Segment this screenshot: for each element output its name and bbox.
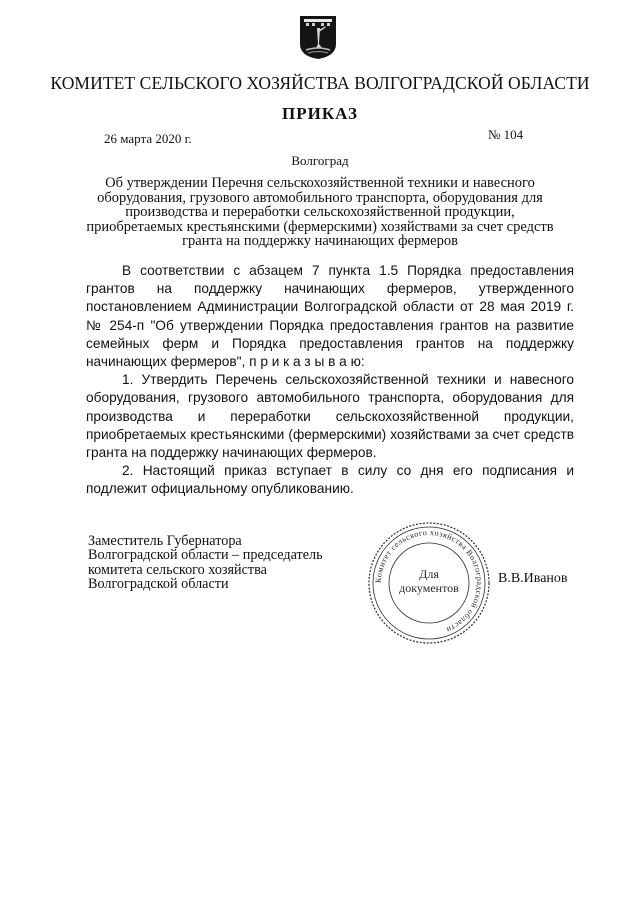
title-line: оборудования, грузового автомобильного транспорта, оборудования для [97, 189, 543, 206]
coat-of-arms-icon [298, 14, 338, 60]
stamp-seal [366, 520, 492, 646]
body-line: 2. Настоящий приказ вступает в силу со дня его подписания и [122, 463, 574, 479]
body-line: подлежит официальному опубликованию. [86, 481, 354, 497]
body-line: № 254-п "Об утверждении Порядка предоставления грантов на развитие [86, 317, 574, 333]
body-line: 1. Утвердить Перечень сельскохозяйственной техники и навесного [122, 372, 574, 388]
title-line: гранта на поддержку начинающих фермеров [182, 233, 458, 250]
title-line: приобретаемых крестьянскими (фермерскими) хозяйствами за счет средств [86, 218, 554, 235]
committee-name: КОМИТЕТ СЕЛЬСКОГО ХОЗЯЙСТВА ВОЛГОГРАДСКОЙ ОБЛАСТИ [50, 73, 590, 93]
signer-line: комитета сельского хозяйства [88, 561, 267, 578]
document-title [80, 176, 560, 249]
signatory-name: В.В.Иванов [498, 571, 568, 586]
body-line: В соответствии с абзацем 7 пункта 1.5 Порядка предоставления [122, 263, 574, 278]
document-date: 26 марта 2020 г. [104, 131, 192, 146]
document-city: Волгоград [291, 153, 349, 168]
body-line: семейных ферм и Порядка предоставления грантов на поддержку [86, 335, 574, 351]
document-body [86, 262, 574, 498]
document-number: № 104 [488, 127, 524, 142]
stamp-center-line1: Для [419, 567, 439, 581]
title-line: производства и переработки сельскохозяйственной продукции, [125, 204, 515, 221]
body-line: производства и переработки сельскохозяйственной продукции, [86, 408, 574, 424]
signer-line: Волгоградской области [88, 576, 229, 593]
body-line: постановлением Администрации Волгоградской области от 28 мая 2019 г. [86, 299, 574, 315]
body-line: оборудования, грузового автомобильного транспорта, оборудования для [86, 390, 574, 406]
body-line: гранта на поддержку начинающих фермеров. [86, 444, 377, 460]
stamp-ring-text: Комитет сельского хозяйства Волгоградской области [373, 527, 485, 635]
signer-line: Волгоградской области – председатель [88, 547, 323, 564]
document-type: ПРИКАЗ [282, 104, 358, 123]
signer-line: Заместитель Губернатора [88, 533, 242, 549]
title-line: Об утверждении Перечня сельскохозяйственной техники и навесного [105, 175, 535, 191]
body-line: грантов на поддержку начинающих фермеров, утвержденного [86, 281, 574, 297]
signer-position [88, 534, 323, 592]
stamp-center-line2: документов [399, 581, 459, 595]
body-line: начинающих фермеров", п р и к а з ы в а ю: [86, 353, 365, 369]
body-line: приобретаемых крестьянскими (фермерскими) хозяйствами за счет средств [86, 426, 574, 442]
